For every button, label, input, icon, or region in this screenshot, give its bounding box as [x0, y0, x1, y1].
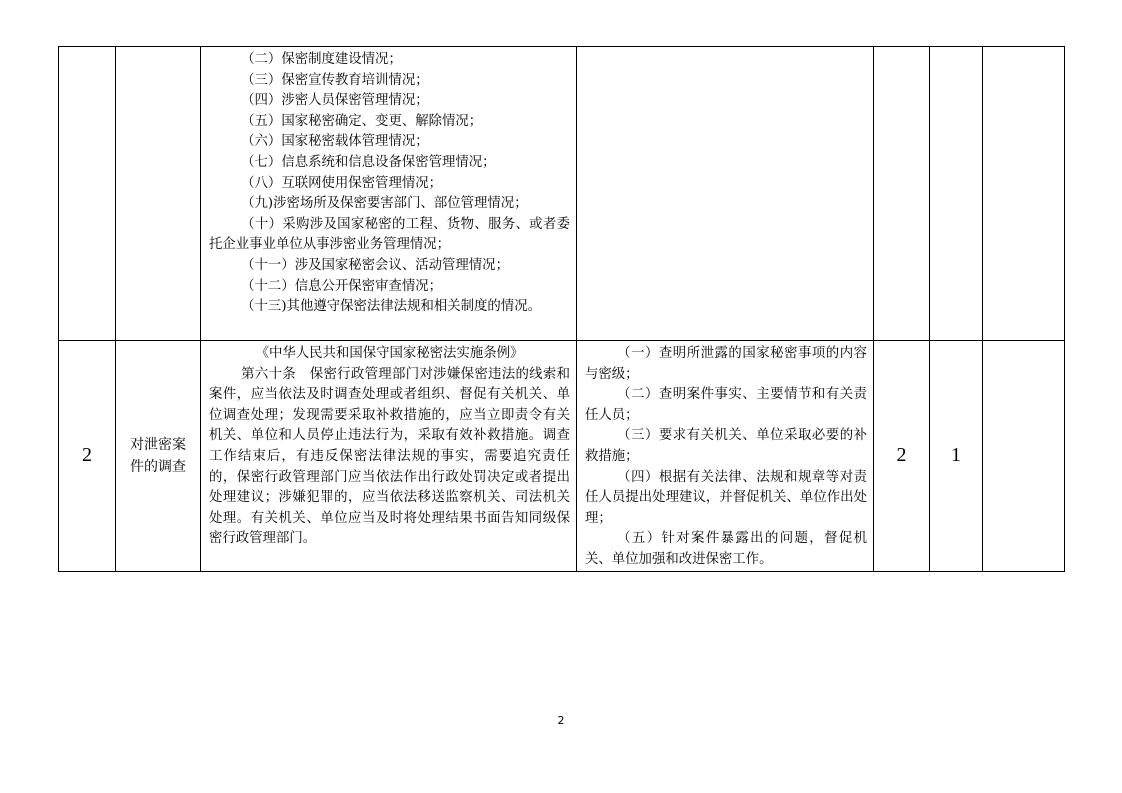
cell-number: 2 [59, 341, 116, 572]
content-line: （五）针对案件暴露出的问题，督促机关、单位加强和改进保密工作。 [585, 531, 867, 567]
law-article-text: 第六十条 保密行政管理部门对涉嫌保密违法的线索和案件，应当依法及时调查处理或者组织、督促有关机关、单位调查处理；发现需要采取补救措施的，应当立即责令有关机关、单位和人员停止违法行为，采取有效补救措施。调查工作结束后，有违反保密法律法规的事实，需要追究责任的，保密行政管理部门应当依法作出行政处罚决定或者提出处理建议；涉嫌犯罪的，应当依法移送监察机关、司法机关处理。有关机关、单位应当及时将处理结果书面告知同级保密行政管理部门。 [209, 366, 570, 547]
cell-col-b: 1 [930, 341, 983, 572]
basis-line: （八）互联网使用保密管理情况； [241, 175, 443, 191]
cell-remark [983, 341, 1065, 572]
basis-line: （三）保密宣传教育培训情况； [241, 72, 429, 88]
law-title: 《中华人民共和国保守国家秘密法实施条例》 [255, 346, 524, 361]
cell-remark-empty [983, 47, 1065, 341]
cell-number-empty [59, 47, 116, 341]
content-line: （三）要求有关机关、单位采取必要的补救措施； [585, 428, 867, 464]
basis-line: （五）国家秘密确定、变更、解除情况； [241, 113, 483, 129]
cell-content-empty [577, 47, 874, 341]
basis-line: （七）信息系统和信息设备保密管理情况； [241, 154, 496, 170]
cell-basis [201, 341, 577, 572]
cell-col-b-empty [930, 47, 983, 341]
content-line: （一）查明所泄露的国家秘密事项的内容与密级； [585, 346, 867, 382]
cell-item-empty [116, 47, 201, 341]
cell-item-name: 对泄密案件的调查 [116, 341, 201, 572]
page-number: 2 [557, 714, 565, 727]
cell-col-a: 2 [874, 341, 930, 572]
content-line: （二）查明案件事实、主要情节和有关责任人员； [585, 387, 867, 423]
basis-line: （九)涉密场所及保密要害部门、部位管理情况； [241, 196, 528, 212]
basis-line: （四）涉密人员保密管理情况； [241, 93, 429, 109]
basis-line: （十三)其他遵守保密法律法规和相关制度的情况。 [241, 299, 541, 315]
basis-line: （十）采购涉及国家秘密的工程、货物、服务、或者委托企业事业单位从事涉密业务管理情况； [209, 216, 570, 253]
cell-basis-continued [201, 47, 577, 341]
table-row-continued [59, 47, 1065, 341]
basis-line: （十二）信息公开保密审查情况； [241, 278, 443, 294]
basis-line: （十一）涉及国家秘密会议、活动管理情况； [241, 257, 509, 273]
content-line: （四）根据有关法律、法规和规章等对责任人员提出处理建议，并督促机关、单位作出处理； [585, 469, 867, 526]
basis-line: （六）国家秘密载体管理情况； [241, 134, 429, 150]
table-row-2 [59, 341, 1065, 572]
cell-col-a-empty [874, 47, 930, 341]
inspection-table [58, 46, 1065, 572]
cell-content [577, 341, 874, 572]
basis-line: （二）保密制度建设情况； [241, 52, 402, 67]
